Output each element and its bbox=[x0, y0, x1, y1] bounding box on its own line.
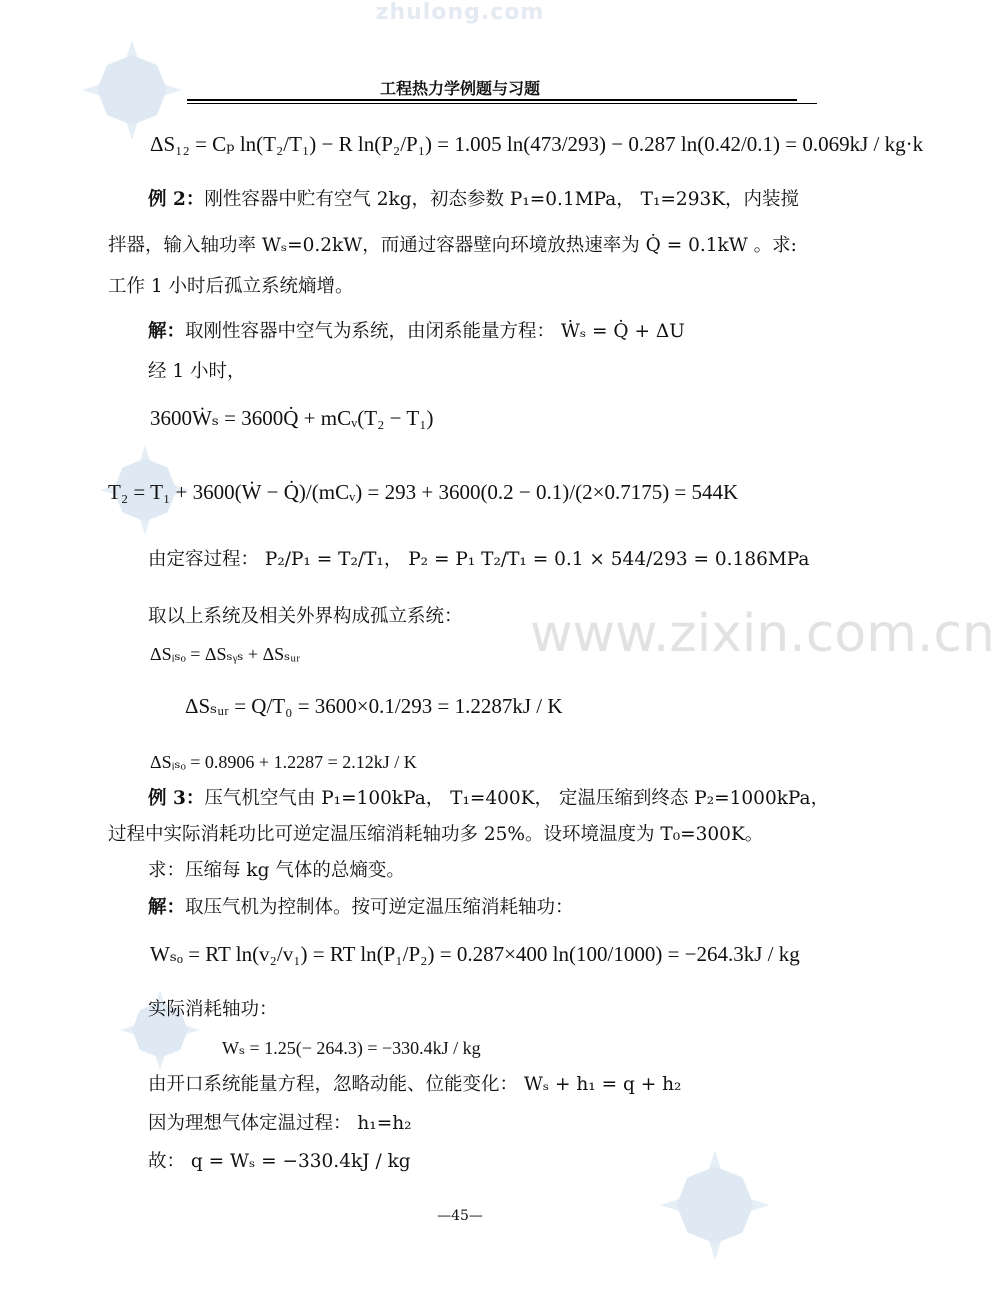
example-3-line-2: 过程中实际消耗功比可逆定温压缩消耗轴功多 25%。设环境温度为 T₀=300K。 bbox=[108, 824, 764, 845]
example-3-text-1: 压气机空气由 P₁=100kPa， T₁=400K， 定温压缩到终态 P₂=1000kPa， bbox=[204, 788, 830, 809]
solution-2-label: 解： bbox=[148, 321, 186, 342]
example-2-line-1 bbox=[148, 188, 799, 212]
example-2-line-2: 拌器，输入轴功率 Wₛ=0.2kW，而通过容器壁向环境放热速率为 Q̇ = 0.1kW 。求: bbox=[108, 235, 797, 256]
solution-2-line-2: 经 1 小时， bbox=[148, 361, 246, 382]
solution-3-line-3: 由开口系统能量方程，忽略动能、位能变化： Wₛ + h₁ = q + h₂ bbox=[148, 1074, 682, 1095]
equation-delta-s12: ΔS₁₂ = Cₚ ln(T₂/T₁) − R ln(P₂/P₁) = 1.005 ln(473/293) − 0.287 ln(0.42/0.1) = 0.069kJ / kg·k bbox=[150, 132, 924, 156]
solution-2-text-1: 取刚性容器中空气为系统，由闭系能量方程： Ẇₛ = Q̇ + ΔU bbox=[185, 321, 685, 342]
equation-t2: T₂ = T₁ + 3600(Ẇ − Q̇)/(mCᵥ) = 293 + 3600(0.2 − 0.1)/(2×0.7175) = 544K bbox=[108, 480, 739, 504]
header-rule-thin bbox=[187, 103, 817, 104]
equation-delta-s-sur: ΔSₛᵤᵣ = Q/T₀ = 3600×0.1/293 = 1.2287kJ / K bbox=[185, 694, 563, 718]
example-3-line-1 bbox=[148, 787, 829, 811]
header-rule bbox=[187, 99, 797, 101]
solution-2-line-1 bbox=[148, 320, 685, 344]
equation-delta-s-iso: ΔSᵢₛₒ = ΔSₛᵧₛ + ΔSₛᵤᵣ bbox=[150, 644, 301, 664]
solution-3-line-4: 因为理想气体定温过程： h₁=h₂ bbox=[148, 1113, 412, 1134]
equation-delta-s-iso-result: ΔSᵢₛₒ = 0.8906 + 1.2287 = 2.12kJ / K bbox=[150, 752, 417, 772]
solution-3-label: 解： bbox=[148, 897, 186, 918]
page-number: —45— bbox=[437, 1208, 483, 1224]
solution-2-line-4: 取以上系统及相关外界构成孤立系统： bbox=[148, 606, 463, 627]
watermark-center: www.zixin.com.cn bbox=[530, 604, 995, 664]
solution-2-line-3: 由定容过程： P₂/P₁ = T₂/T₁， P₂ = P₁ T₂/T₁ = 0.1 × 544/293 = 0.186MPa bbox=[148, 549, 810, 570]
equation-wso: Wₛₒ = RT ln(v₂/v₁) = RT ln(P₁/P₂) = 0.287×400 ln(100/1000) = −264.3kJ / kg bbox=[150, 942, 800, 966]
page-header: 工程热力学例题与习题 bbox=[379, 79, 540, 98]
solution-3-line-2: 实际消耗轴功： bbox=[148, 999, 278, 1020]
example-3-label: 例 3： bbox=[148, 788, 205, 809]
example-2-line-3: 工作 1 小时后孤立系统熵增。 bbox=[108, 276, 354, 297]
solution-3-line-5: 故： q = Wₛ = −330.4kJ / kg bbox=[148, 1151, 411, 1172]
solution-3-text-1: 取压气机为控制体。按可逆定温压缩消耗轴功： bbox=[185, 897, 574, 918]
equation-ws: Wₛ = 1.25(− 264.3) = −330.4kJ / kg bbox=[222, 1038, 481, 1058]
example-2-label: 例 2： bbox=[148, 189, 205, 210]
snowflake-watermark-icon bbox=[660, 1150, 770, 1260]
equation-3600-energy: 3600Ẇₛ = 3600Q̇ + mCᵥ(T₂ − T₁) bbox=[150, 406, 434, 430]
example-3-line-3: 求：压缩每 kg 气体的总熵变。 bbox=[148, 860, 405, 881]
watermark-top: zhulong.com bbox=[375, 0, 545, 25]
example-2-text-1: 刚性容器中贮有空气 2kg，初态参数 P₁=0.1MPa， T₁=293K，内装搅 bbox=[204, 189, 800, 210]
solution-3-line-1 bbox=[148, 896, 574, 920]
